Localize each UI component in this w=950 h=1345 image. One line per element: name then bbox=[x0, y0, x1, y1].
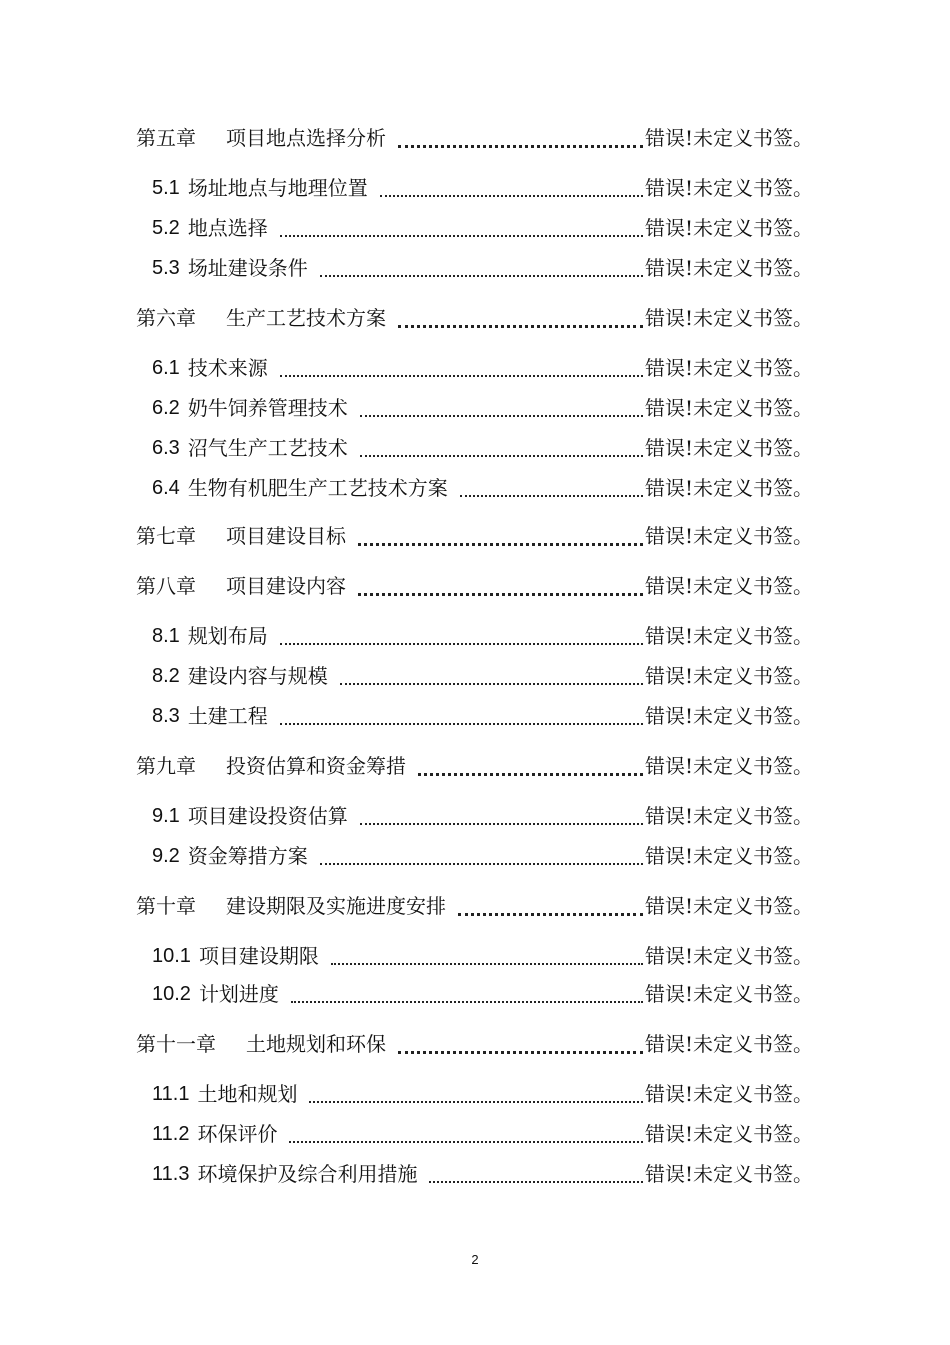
toc-chapter-entry[interactable] bbox=[136, 303, 830, 333]
dot-leader bbox=[360, 453, 643, 457]
toc-chapter-label: 第十章 bbox=[136, 894, 196, 918]
toc-entry-title: 地点选择 bbox=[187, 216, 268, 240]
toc-section-entry[interactable] bbox=[152, 621, 830, 651]
toc-page-reference: 错误!未定义书签。 bbox=[645, 1122, 814, 1146]
toc-entry-title: 项目建设目标 bbox=[226, 524, 346, 548]
toc-entry-title: 计划进度 bbox=[198, 982, 279, 1006]
dot-leader bbox=[460, 493, 643, 497]
toc-page-reference: 错误!未定义书签。 bbox=[645, 894, 814, 918]
toc-entry-title: 环保评价 bbox=[197, 1122, 278, 1146]
toc-entry-title: 建设期限及实施进度安排 bbox=[226, 894, 446, 918]
toc-chapter-entry[interactable] bbox=[136, 521, 830, 551]
dot-leader bbox=[320, 861, 643, 865]
toc-section-entry[interactable] bbox=[152, 661, 830, 691]
dot-leader bbox=[340, 681, 643, 685]
toc-section-number: 5.3 bbox=[152, 257, 180, 279]
toc-section-number: 9.2 bbox=[152, 845, 180, 867]
toc-section-entry[interactable] bbox=[152, 801, 830, 831]
toc-chapter-entry[interactable] bbox=[136, 571, 830, 601]
dot-leader bbox=[458, 911, 643, 916]
toc-section-number: 10.2 bbox=[152, 983, 191, 1005]
toc-page-reference: 错误!未定义书签。 bbox=[645, 624, 814, 648]
toc-page-reference: 错误!未定义书签。 bbox=[645, 524, 814, 548]
toc-section-entry[interactable] bbox=[152, 941, 830, 971]
toc-chapter-label: 第八章 bbox=[136, 574, 196, 598]
toc-entry-title: 项目建设期限 bbox=[198, 944, 319, 968]
toc-section-number: 5.1 bbox=[152, 177, 180, 199]
toc-entry-title: 土地和规划 bbox=[197, 1082, 298, 1106]
toc-page-reference: 错误!未定义书签。 bbox=[645, 804, 814, 828]
toc-section-number: 6.4 bbox=[152, 477, 180, 499]
toc-entry-title: 规划布局 bbox=[187, 624, 268, 648]
toc-chapter-entry[interactable] bbox=[136, 1029, 830, 1059]
toc-page-reference: 错误!未定义书签。 bbox=[645, 1162, 814, 1186]
dot-leader bbox=[398, 323, 643, 328]
toc-section-entry[interactable] bbox=[152, 433, 830, 463]
toc-section-entry[interactable] bbox=[152, 253, 830, 283]
toc-entry-title: 土地规划和环保 bbox=[246, 1032, 386, 1056]
toc-chapter-label: 第六章 bbox=[136, 306, 196, 330]
toc-entry-title: 项目建设内容 bbox=[226, 574, 346, 598]
dot-leader bbox=[429, 1179, 643, 1183]
dot-leader bbox=[358, 591, 643, 596]
toc-chapter-label: 第五章 bbox=[136, 126, 196, 150]
toc-entry-title: 项目地点选择分析 bbox=[226, 126, 386, 150]
toc-section-entry[interactable] bbox=[152, 353, 830, 383]
toc-entry-title: 场址建设条件 bbox=[187, 256, 308, 280]
dot-leader bbox=[280, 233, 643, 237]
dot-leader bbox=[380, 193, 643, 197]
dot-leader bbox=[309, 1099, 643, 1103]
toc-page-reference: 错误!未定义书签。 bbox=[645, 396, 814, 420]
dot-leader bbox=[398, 1049, 643, 1054]
toc-entry-title: 投资估算和资金筹措 bbox=[226, 754, 406, 778]
page-number: 2 bbox=[471, 1252, 479, 1267]
toc-section-number: 5.2 bbox=[152, 217, 180, 239]
dot-leader bbox=[280, 373, 643, 377]
toc-page-reference: 错误!未定义书签。 bbox=[645, 664, 814, 688]
toc-section-number: 11.3 bbox=[152, 1163, 190, 1185]
toc-chapter-label: 第七章 bbox=[136, 524, 196, 548]
toc-section-entry[interactable] bbox=[152, 979, 830, 1009]
toc-entry-title: 沼气生产工艺技术 bbox=[187, 436, 348, 460]
toc-page-reference: 错误!未定义书签。 bbox=[645, 476, 814, 500]
dot-leader bbox=[418, 771, 643, 776]
toc-section-entry[interactable] bbox=[152, 213, 830, 243]
toc-entry-title: 生物有机肥生产工艺技术方案 bbox=[187, 476, 448, 500]
toc-section-number: 6.3 bbox=[152, 437, 180, 459]
toc-entry-title: 生产工艺技术方案 bbox=[226, 306, 386, 330]
toc-chapter-entry[interactable] bbox=[136, 123, 830, 153]
toc-page-reference: 错误!未定义书签。 bbox=[645, 306, 814, 330]
toc-page-reference: 错误!未定义书签。 bbox=[645, 126, 814, 150]
dot-leader bbox=[280, 641, 643, 645]
toc-section-number: 11.2 bbox=[152, 1123, 190, 1145]
toc-section-number: 9.1 bbox=[152, 805, 180, 827]
dot-leader bbox=[331, 961, 643, 965]
toc-entry-title: 建设内容与规模 bbox=[187, 664, 328, 688]
toc-section-entry[interactable] bbox=[152, 393, 830, 423]
dot-leader bbox=[360, 821, 643, 825]
toc-section-number: 8.2 bbox=[152, 665, 180, 687]
toc-chapter-entry[interactable] bbox=[136, 751, 830, 781]
toc-page-reference: 错误!未定义书签。 bbox=[645, 982, 814, 1006]
toc-section-entry[interactable] bbox=[152, 1159, 830, 1189]
dot-leader bbox=[320, 273, 643, 277]
toc-section-number: 11.1 bbox=[152, 1083, 190, 1105]
toc-page-reference: 错误!未定义书签。 bbox=[645, 176, 814, 200]
toc-entry-title: 奶牛饲养管理技术 bbox=[187, 396, 348, 420]
toc-section-number: 6.2 bbox=[152, 397, 180, 419]
toc-chapter-label: 第九章 bbox=[136, 754, 196, 778]
toc-section-entry[interactable] bbox=[152, 173, 830, 203]
dot-leader bbox=[280, 721, 643, 725]
toc-section-entry[interactable] bbox=[152, 1119, 830, 1149]
toc-entry-title: 资金筹措方案 bbox=[187, 844, 308, 868]
toc-entry-title: 技术来源 bbox=[187, 356, 268, 380]
toc-page-reference: 错误!未定义书签。 bbox=[645, 436, 814, 460]
dot-leader bbox=[398, 143, 643, 148]
toc-entry-title: 项目建设投资估算 bbox=[187, 804, 348, 828]
toc-page-reference: 错误!未定义书签。 bbox=[645, 356, 814, 380]
dot-leader bbox=[289, 1139, 643, 1143]
toc-page-reference: 错误!未定义书签。 bbox=[645, 1032, 814, 1056]
toc-page-reference: 错误!未定义书签。 bbox=[645, 574, 814, 598]
toc-page-reference: 错误!未定义书签。 bbox=[645, 754, 814, 778]
toc-section-number: 8.1 bbox=[152, 625, 180, 647]
toc-entry-title: 场址地点与地理位置 bbox=[187, 176, 368, 200]
toc-entry-title: 土建工程 bbox=[187, 704, 268, 728]
toc-page-reference: 错误!未定义书签。 bbox=[645, 256, 814, 280]
toc-section-entry[interactable] bbox=[152, 841, 830, 871]
dot-leader bbox=[360, 413, 643, 417]
toc-section-number: 10.1 bbox=[152, 945, 191, 967]
dot-leader bbox=[358, 541, 643, 546]
toc-page-reference: 错误!未定义书签。 bbox=[645, 944, 814, 968]
toc-page-reference: 错误!未定义书签。 bbox=[645, 844, 814, 868]
toc-page-reference: 错误!未定义书签。 bbox=[645, 704, 814, 728]
toc-chapter-entry[interactable] bbox=[136, 891, 830, 921]
dot-leader bbox=[291, 999, 643, 1003]
toc-chapter-label: 第十一章 bbox=[136, 1032, 216, 1056]
toc-entry-title: 环境保护及综合利用措施 bbox=[197, 1162, 418, 1186]
toc-section-entry[interactable] bbox=[152, 701, 830, 731]
toc-section-number: 6.1 bbox=[152, 357, 180, 379]
toc-page-reference: 错误!未定义书签。 bbox=[645, 216, 814, 240]
toc-section-number: 8.3 bbox=[152, 705, 180, 727]
toc-page-reference: 错误!未定义书签。 bbox=[645, 1082, 814, 1106]
toc-section-entry[interactable] bbox=[152, 1079, 830, 1109]
toc-section-entry[interactable] bbox=[152, 473, 830, 503]
